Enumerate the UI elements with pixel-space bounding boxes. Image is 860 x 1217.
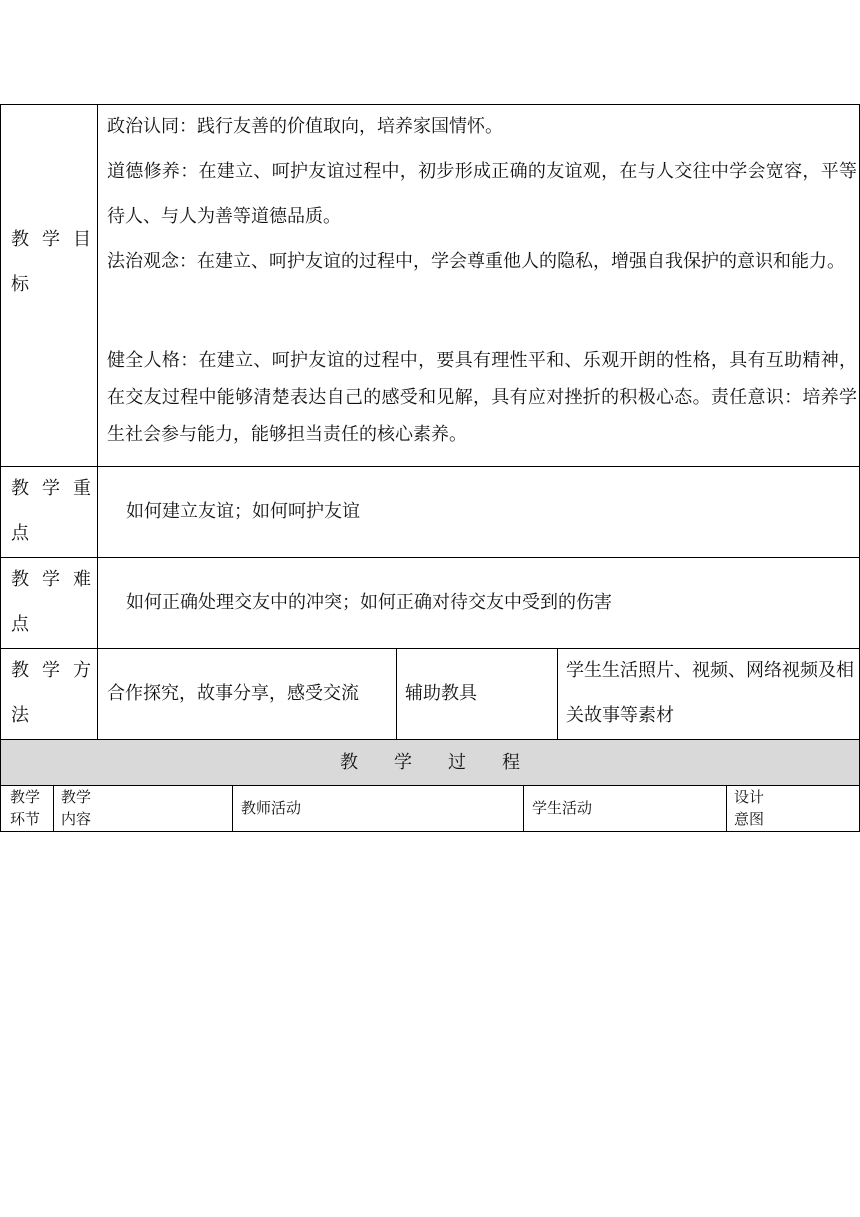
header-stage-line2: 环节 bbox=[10, 810, 41, 828]
teaching-aids-content: 学生生活照片、视频、网络视频及相关故事等素材 bbox=[566, 660, 854, 726]
rule-process-col3 bbox=[523, 785, 524, 832]
rule-bottom bbox=[0, 831, 860, 832]
key-points-label bbox=[1, 466, 97, 556]
header-design-intent bbox=[734, 786, 854, 830]
header-content bbox=[61, 786, 211, 830]
objectives-political: 政治认同：践行友善的价值取向，培养家国情怀。 bbox=[107, 116, 503, 137]
objectives-personality: 健全人格：在建立、呵护友谊的过程中，要具有理性平和、乐观开朗的性格，具有互助精神，在交友过程中能够清楚表达自己的感受和见解，具有应对挫折的积极心态。责任意识：培养学生社会参与能力，能够担当责任的核心素养。 bbox=[107, 350, 857, 445]
difficulties-content: 如何正确处理交友中的冲突；如何正确对待交友中受到的伤害 bbox=[126, 592, 612, 613]
objectives-label-line2: 标 bbox=[11, 274, 29, 295]
key-points-label-line1: 教 学 重 bbox=[11, 478, 91, 499]
rule-process-col1 bbox=[53, 785, 54, 832]
rule-process-col4 bbox=[726, 785, 727, 832]
difficulties-label-line2: 点 bbox=[11, 614, 29, 635]
rule-after-key-points bbox=[0, 557, 860, 558]
rule-methods-mid1 bbox=[396, 648, 397, 740]
process-title: 教 学 过 程 bbox=[340, 752, 520, 773]
header-intent-line1: 设计 bbox=[734, 788, 765, 806]
difficulties-label bbox=[1, 557, 97, 647]
methods-label-line1: 教 学 方 bbox=[11, 660, 91, 681]
header-student-activity: 学生活动 bbox=[532, 799, 593, 817]
rule-label-column bbox=[97, 104, 98, 740]
rule-methods-mid2 bbox=[557, 648, 558, 740]
objectives-law: 法治观念：在建立、呵护友谊的过程中，学会尊重他人的隐私，增强自我保护的意识和能力。 bbox=[107, 251, 845, 272]
key-points-content: 如何建立友谊；如何呵护友谊 bbox=[126, 501, 360, 522]
objectives-label-line1: 教 学 目 bbox=[11, 229, 91, 250]
header-content-line2: 内容 bbox=[61, 810, 92, 828]
difficulties-label-line1: 教 学 难 bbox=[11, 569, 91, 590]
objectives-label bbox=[1, 217, 97, 307]
header-content-line1: 教学 bbox=[61, 788, 92, 806]
methods-content: 合作探究，故事分享，感受交流 bbox=[107, 683, 359, 704]
methods-label bbox=[1, 648, 97, 738]
rule-after-objectives bbox=[0, 466, 860, 467]
header-intent-line2: 意图 bbox=[734, 810, 765, 828]
teaching-aids-label: 辅助教具 bbox=[405, 683, 477, 704]
methods-label-line2: 法 bbox=[11, 705, 29, 726]
header-stage bbox=[10, 786, 52, 830]
key-points-label-line2: 点 bbox=[11, 523, 29, 544]
header-stage-line1: 教学 bbox=[10, 788, 41, 806]
objectives-moral: 道德修养：在建立、呵护友谊过程中，初步形成正确的友谊观，在与人交往中学会宽容，平等待人、与人为善等道德品质。 bbox=[107, 161, 857, 227]
header-teacher-activity: 教师活动 bbox=[241, 799, 302, 817]
rule-process-col2 bbox=[232, 785, 233, 832]
